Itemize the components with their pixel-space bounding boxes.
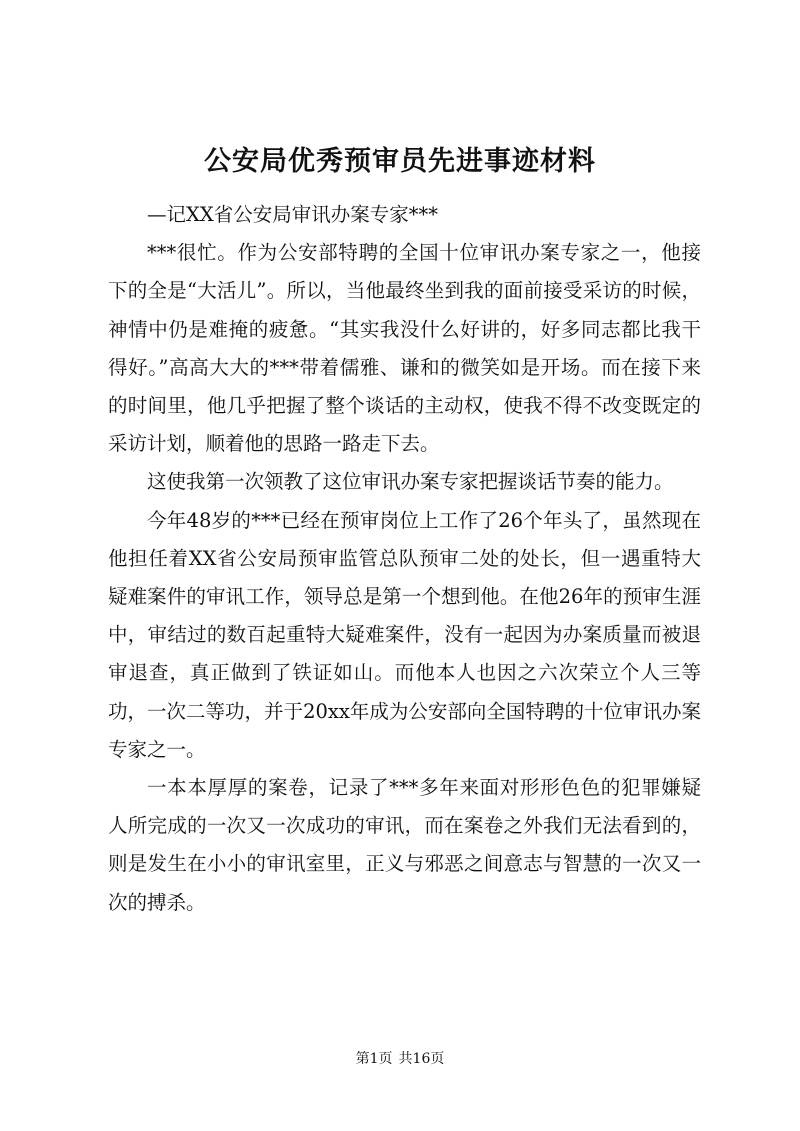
document-title: 公安局优秀预审员先进事迹材料 xyxy=(204,146,596,177)
page-total: 共16页 xyxy=(398,1051,445,1067)
page-footer xyxy=(0,1049,800,1069)
body-paragraph: 一本本厚厚的案卷，记录了***多年来面对形形色色的犯罪嫌疑人所完成的一次又一次成功的审讯，而在案卷之外我们无法看到的，则是发生在小小的审讯室里，正义与邪恶之间意志与智慧的一次又一次的搏杀。 xyxy=(108,776,701,914)
body-paragraph: ***很忙。作为公安部特聘的全国十位审讯办案专家之一，他接下的全是“大活儿”。所以，当他最终坐到我的面前接受采访的时候，神情中仍是难掩的疲惫。“其实我没什么好讲的，好多同志都比我干得好。”高高大大的***带着儒雅、谦和的微笑如是开场。而在接下来的时间里，他几乎把握了整个谈话的主动权，使我不得不改变既定的采访计划，顺着他的思路一路走下去。 xyxy=(108,241,701,456)
page-number: 第1页 xyxy=(355,1051,393,1067)
body-paragraph: 今年48岁的***已经在预审岗位上工作了26个年头了，虽然现在他担任着XX省公安局预审监管总队预审二处的处长，但一遇重特大疑难案件的审讯工作，领导总是第一个想到他。在他26年的预审生涯中，审结过的数百起重特大疑难案件，没有一起因为办案质量而被退审退查，真正做到了铁证如山。而他本人也因之六次荣立个人三等功，一次二等功，并于20xx年成为公安部向全国特聘的十位审讯办案专家之一。 xyxy=(108,508,701,761)
body-paragraph: 这使我第一次领教了这位审讯办案专家把握谈话节奏的能力。 xyxy=(147,470,674,494)
document-body xyxy=(108,196,701,922)
subtitle-paragraph: —记XX省公安局审讯办案专家*** xyxy=(147,203,439,226)
